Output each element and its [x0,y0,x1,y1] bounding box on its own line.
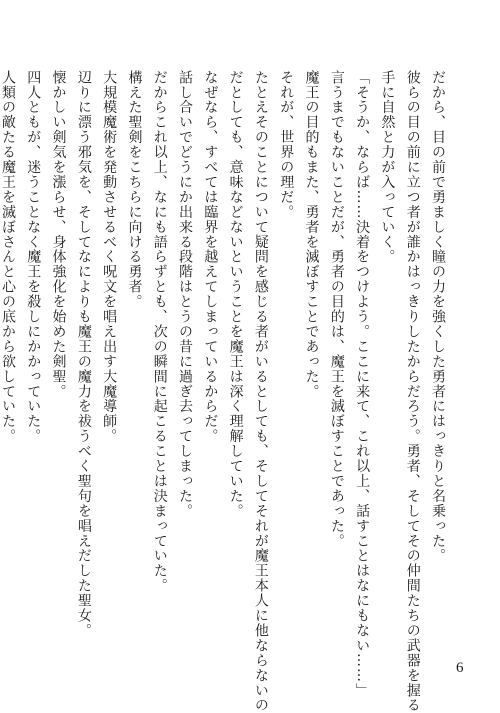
text-line: 懐かしい剣気を漲らせ、身体強化を始めた剣聖。 [50,70,67,399]
text-line: 言うまでもないことだが、勇者の目的は、魔王を滅ぼすことであった。 [328,70,345,549]
text-line: だから、目の前で勇ましく瞳の力を強くした勇者にはっきりと名乗った。 [430,70,446,564]
text-line: なぜなら、すべては臨界を越えてしまっているからだ。 [202,70,219,444]
vertical-text-body [0,70,450,713]
text-line: 魔王の目的もまた、勇者を滅ぼすことであった。 [303,70,320,399]
text-line: それが、世界の理だ。 [278,70,295,220]
text-line: 人類の敵たる魔王を滅ぼさんと心の底から欲していた。 [0,70,16,444]
text-line: 辺りに漂う邪気を、そしてなによりも魔王の魔力を祓うべく聖句を唱えだした聖女。 [75,70,92,639]
text-line: 「そうか、ならば……決着をつけよう。ここに来て、これ以上、話すことはなにもない……」 [354,70,371,698]
text-line: 構えた聖剣をこちらに向ける勇者。 [126,70,143,310]
text-line: 手に自然と力が入っていく。 [379,70,396,265]
text-line: 話し合いでどうにか出来る段階はとうの昔に過ぎ去ってしまった。 [177,70,194,519]
text-line: 彼らの目の前に立つ者が誰かはっきりしたからだろう。勇者、そしてその仲間たちの武器を握る [404,70,421,713]
text-line: たとえそのことについて疑問を感じる者がいるとしても、そしてそれが魔王本人に他ならないの [252,70,269,713]
text-line: 大規模魔術を発動させるべく呪文を唱え出す大魔導師。 [101,70,118,444]
text-line: だからこれ以上、なにも語らずとも、次の瞬間に起こることは決まっていた。 [151,70,168,594]
text-line: だとしても、意味などないということを魔王は深く理解していた。 [227,70,244,519]
text-line: 四人ともが、迷うことなく魔王を殺しにかかっていた。 [25,70,42,444]
page-number: 6 [456,660,464,676]
